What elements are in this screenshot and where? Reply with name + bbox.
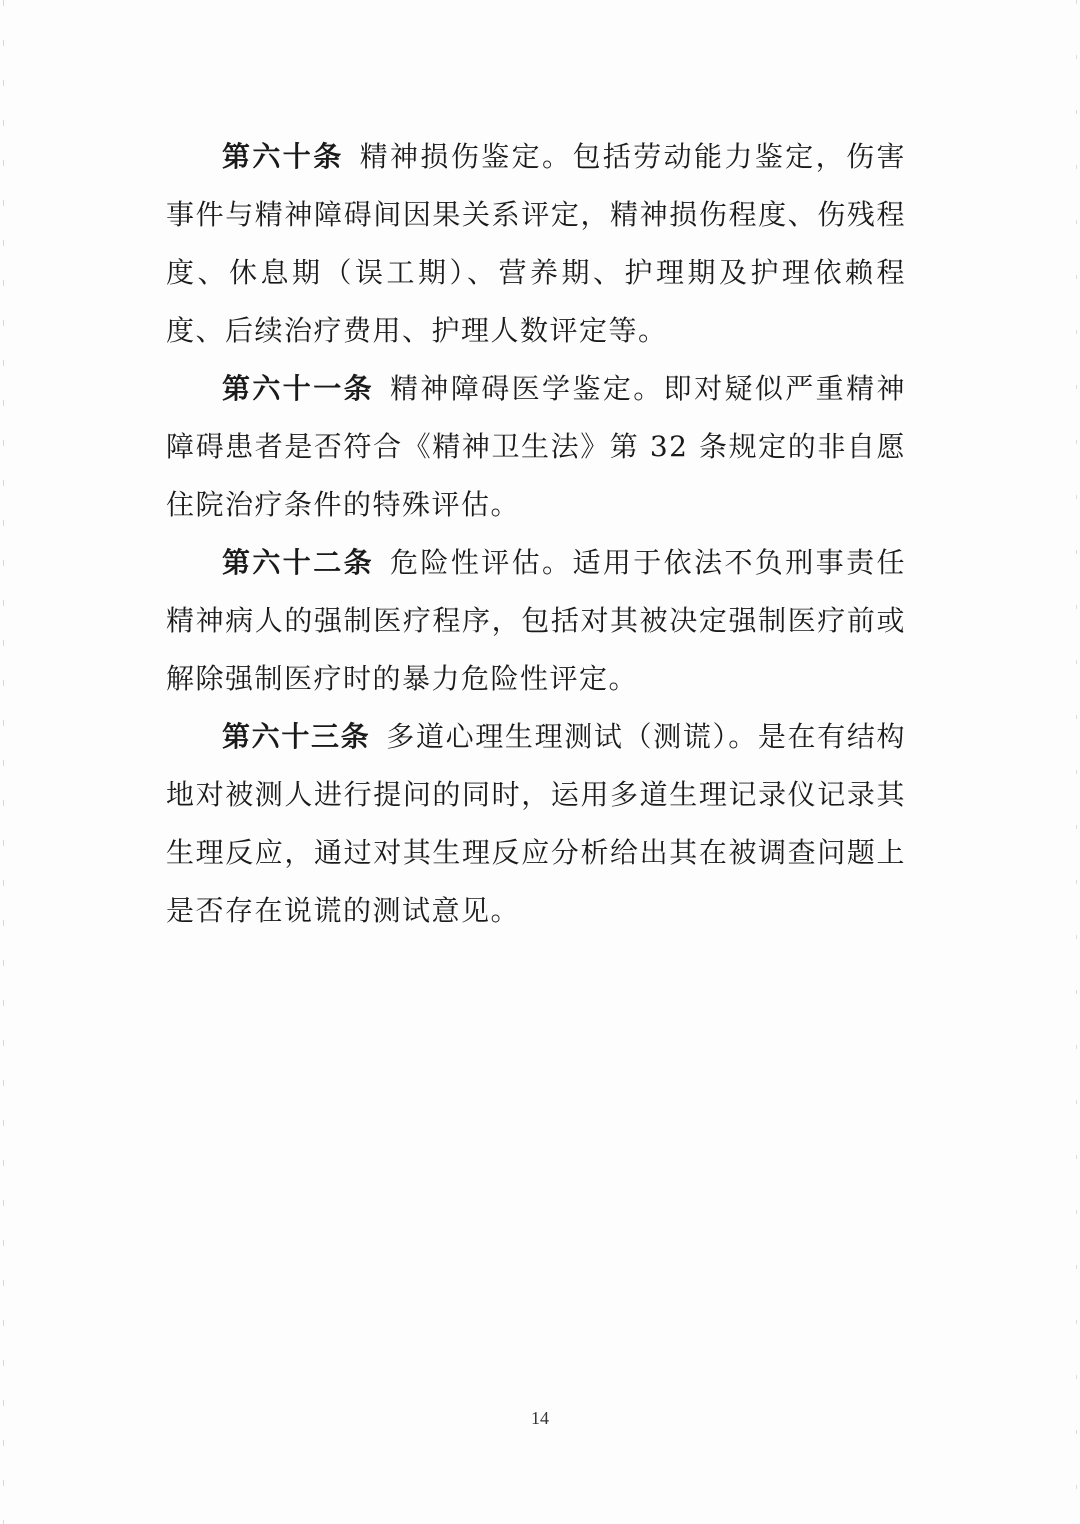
article-heading: 第六十三条 xyxy=(222,720,371,753)
document-body xyxy=(166,128,906,940)
article-text: 危险性评估。适用于依法不负刑事责任精神病人的强制医疗程序，包括对其被决定强制医疗前或解除强制医疗时的暴力危险性评定。 xyxy=(166,546,906,695)
article-text: 精神损伤鉴定。包括劳动能力鉴定，伤害事件与精神障碍间因果关系评定，精神损伤程度、伤残程度、休息期（误工期）、营养期、护理期及护理依赖程度、后续治疗费用、护理人数评定等。 xyxy=(166,140,906,347)
scan-edge-left xyxy=(3,0,4,1524)
page-number: 14 xyxy=(531,1408,549,1428)
article-63 xyxy=(166,708,906,940)
article-62 xyxy=(166,534,906,708)
article-heading: 第六十二条 xyxy=(222,546,375,579)
article-heading: 第六十条 xyxy=(222,140,344,173)
article-61 xyxy=(166,360,906,534)
scan-edge-right xyxy=(1076,0,1077,1524)
article-heading: 第六十一条 xyxy=(222,372,375,405)
article-text: 精神障碍医学鉴定。即对疑似严重精神障碍患者是否符合《精神卫生法》第 32 条规定的非自愿住院治疗条件的特殊评估。 xyxy=(166,372,906,521)
article-text: 多道心理生理测试（测谎）。是在有结构地对被测人进行提问的同时，运用多道生理记录仪记录其生理反应，通过对其生理反应分析给出其在被调查问题上是否存在说谎的测试意见。 xyxy=(166,720,906,927)
article-60 xyxy=(166,128,906,360)
